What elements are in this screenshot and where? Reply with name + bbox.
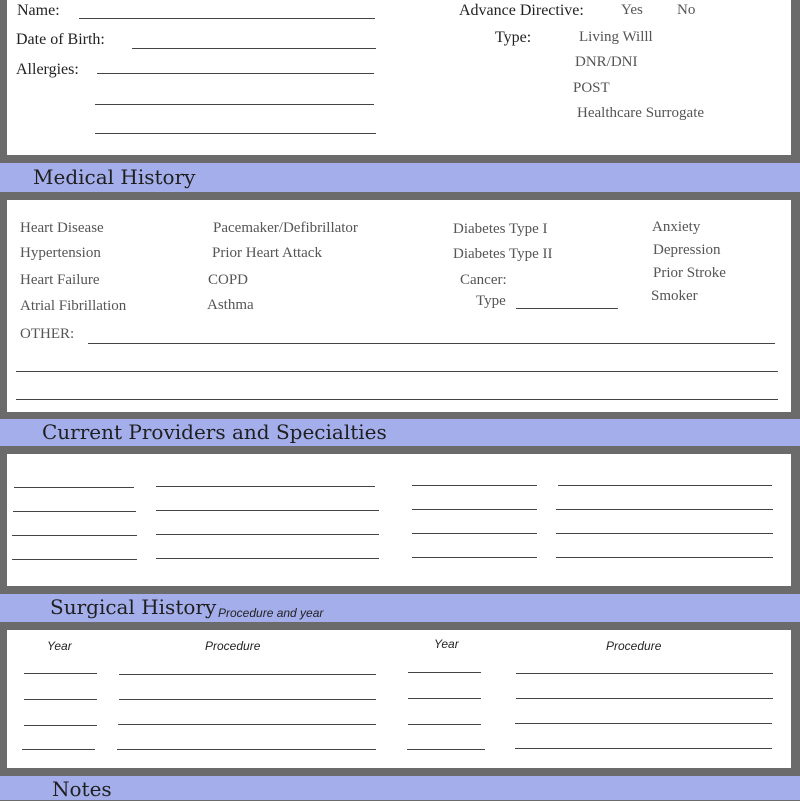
provider-field[interactable]: [14, 487, 134, 488]
dob-label: Date of Birth:: [16, 31, 105, 48]
providers-header: [0, 419, 800, 446]
surgery-procedure-field[interactable]: [118, 724, 376, 725]
medical-history-panel: [7, 200, 791, 412]
providers-panel: [7, 454, 791, 586]
surgery-procedure-field[interactable]: [117, 749, 376, 750]
condition-prior-heart-attack[interactable]: Prior Heart Attack: [212, 245, 322, 261]
condition-prior-stroke[interactable]: Prior Stroke: [653, 265, 726, 281]
directive-type-label: Type:: [495, 29, 532, 46]
advance-directive-no[interactable]: No: [677, 2, 696, 18]
name-label: Name:: [17, 2, 60, 19]
provider-field[interactable]: [13, 511, 136, 512]
condition-anxiety[interactable]: Anxiety: [652, 219, 701, 235]
condition-hypertension[interactable]: Hypertension: [20, 245, 101, 261]
notes-header: [0, 776, 800, 800]
condition-diabetes-2[interactable]: Diabetes Type II: [453, 246, 553, 262]
provider-field[interactable]: [412, 509, 537, 510]
specialty-field[interactable]: [156, 486, 375, 487]
advance-directive-label: Advance Directive:: [459, 2, 584, 19]
directive-type-healthcare-surrogate[interactable]: Healthcare Surrogate: [577, 105, 705, 121]
other-field-2[interactable]: [16, 371, 778, 372]
specialty-field[interactable]: [556, 557, 773, 558]
year-header-left: Year: [47, 639, 72, 653]
condition-diabetes-1[interactable]: Diabetes Type I: [453, 221, 548, 237]
specialty-field[interactable]: [156, 534, 379, 535]
allergies-field-1[interactable]: [97, 73, 374, 74]
directive-type-living-will[interactable]: Living Willl: [579, 29, 653, 45]
provider-field[interactable]: [12, 559, 137, 560]
directive-type-dnr-dni[interactable]: DNR/DNI: [575, 54, 638, 70]
provider-field[interactable]: [412, 557, 537, 558]
cancer-type-label: Type: [476, 293, 506, 309]
surgery-procedure-field[interactable]: [119, 674, 376, 675]
provider-field[interactable]: [12, 535, 137, 536]
patient-info-panel: [7, 0, 791, 155]
other-field-3[interactable]: [16, 399, 778, 400]
condition-copd[interactable]: COPD: [208, 272, 249, 288]
surgery-year-field[interactable]: [408, 698, 481, 699]
surgery-procedure-field[interactable]: [516, 673, 773, 674]
provider-field[interactable]: [412, 533, 537, 534]
surgical-history-header: [0, 594, 800, 622]
surgery-year-field[interactable]: [24, 699, 97, 700]
allergies-field-2[interactable]: [95, 104, 374, 105]
medical-history-title: Medical History: [33, 165, 196, 189]
surgery-procedure-field[interactable]: [119, 699, 376, 700]
surgical-history-title: Surgical History: [50, 595, 217, 619]
condition-cancer[interactable]: Cancer:: [460, 272, 507, 288]
condition-heart-failure[interactable]: Heart Failure: [20, 272, 100, 288]
surgery-year-field[interactable]: [24, 673, 97, 674]
surgery-procedure-field[interactable]: [515, 748, 772, 749]
surgery-year-field[interactable]: [22, 749, 95, 750]
name-field[interactable]: [79, 18, 375, 19]
notes-title: Notes: [52, 777, 112, 801]
advance-directive-yes[interactable]: Yes: [621, 2, 643, 18]
allergies-label: Allergies:: [16, 61, 79, 78]
condition-asthma[interactable]: Asthma: [207, 297, 254, 313]
surgery-procedure-field[interactable]: [515, 723, 772, 724]
allergies-field-3[interactable]: [95, 133, 376, 134]
specialty-field[interactable]: [556, 533, 773, 534]
surgery-year-field[interactable]: [408, 672, 481, 673]
procedure-header-right: Procedure: [606, 639, 662, 653]
other-field-1[interactable]: [88, 343, 775, 344]
surgery-year-field[interactable]: [408, 724, 481, 725]
specialty-field[interactable]: [558, 485, 772, 486]
year-header-right: Year: [434, 637, 459, 651]
directive-type-post[interactable]: POST: [573, 80, 610, 96]
surgical-history-panel: [7, 630, 791, 768]
specialty-field[interactable]: [156, 510, 379, 511]
other-label: OTHER:: [20, 326, 75, 342]
surgery-year-field[interactable]: [407, 749, 485, 750]
surgery-procedure-field[interactable]: [516, 698, 773, 699]
cancer-type-field[interactable]: [516, 308, 618, 309]
medical-history-header: [0, 163, 800, 192]
procedure-header-left: Procedure: [205, 639, 261, 653]
specialty-field[interactable]: [556, 509, 773, 510]
provider-field[interactable]: [412, 485, 537, 486]
condition-heart-disease[interactable]: Heart Disease: [20, 220, 104, 236]
condition-atrial-fibrillation[interactable]: Atrial Fibrillation: [20, 298, 127, 314]
condition-depression[interactable]: Depression: [653, 242, 721, 258]
dob-field[interactable]: [132, 48, 376, 49]
condition-pacemaker[interactable]: Pacemaker/Defibrillator: [213, 220, 358, 236]
surgery-year-field[interactable]: [24, 725, 97, 726]
surgical-history-subtitle: Procedure and year: [218, 606, 324, 620]
condition-smoker[interactable]: Smoker: [651, 288, 698, 304]
specialty-field[interactable]: [156, 558, 379, 559]
providers-title: Current Providers and Specialties: [42, 420, 387, 444]
